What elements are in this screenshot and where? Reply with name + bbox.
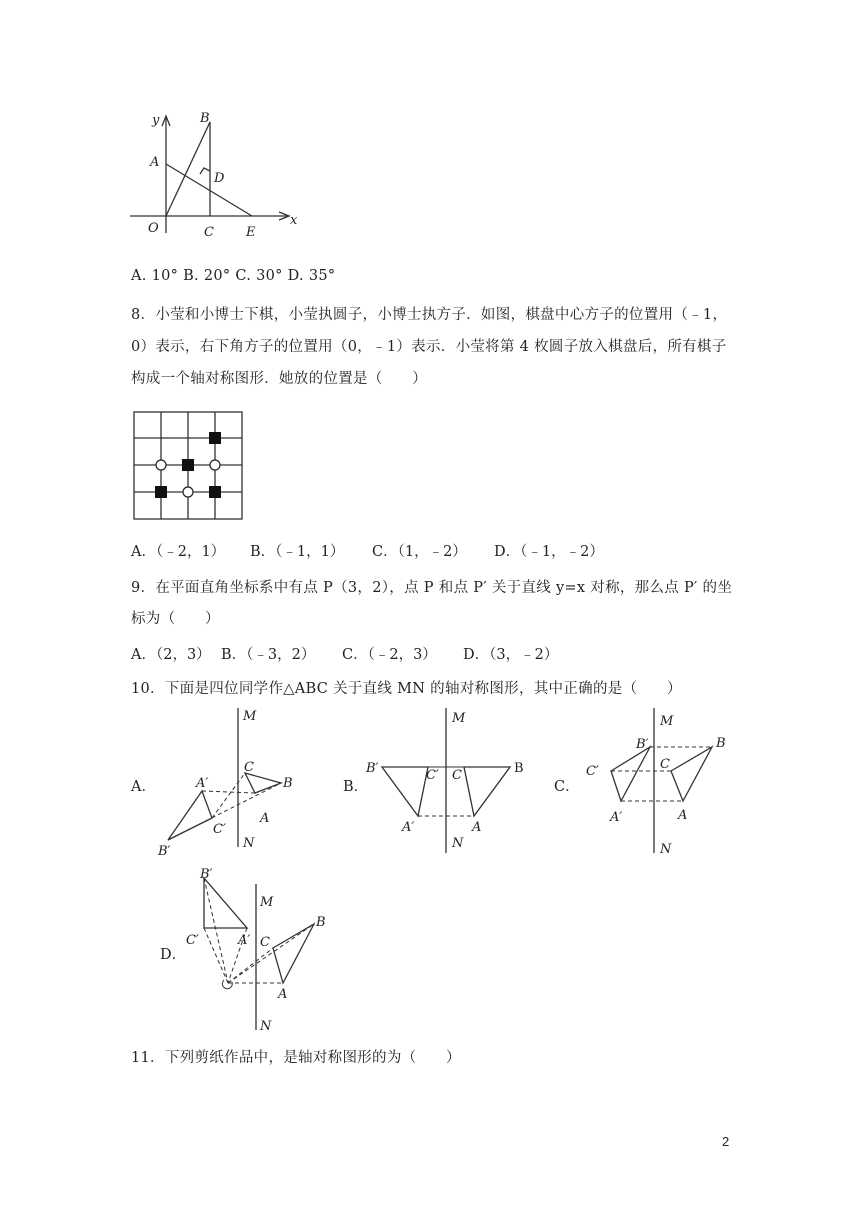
square-piece: [182, 459, 194, 471]
label-C: C: [204, 225, 214, 240]
label-D: D: [214, 171, 225, 186]
page-number: 2: [722, 1134, 730, 1149]
label-Bp: B′: [636, 737, 649, 752]
label-A: A: [472, 820, 482, 835]
label-A: A: [150, 155, 160, 170]
label-B-upright: B: [514, 761, 524, 776]
q10-option-b-label: B．: [343, 779, 369, 795]
label-Cp: C′: [426, 768, 439, 783]
q8-option-c: C．（1，﹣2）: [372, 544, 467, 560]
label-B: B: [283, 776, 293, 791]
q10-option-d-label: D．: [160, 947, 187, 963]
label-N: N: [660, 842, 672, 857]
label-Cp: C′: [586, 764, 599, 779]
label-Bp: B′: [366, 761, 379, 776]
figure-q10-b: [362, 705, 532, 860]
square-piece: [209, 486, 221, 498]
label-A: A: [278, 987, 288, 1002]
q10-option-a-label: A．: [131, 779, 156, 795]
label-Bp: B′: [200, 867, 213, 882]
square-piece: [155, 486, 167, 498]
label-N: N: [243, 836, 255, 851]
label-C: C: [452, 768, 462, 783]
figure-q10-c: [576, 705, 746, 860]
label-M: M: [452, 711, 466, 726]
q9-option-b: B．（﹣3，2）: [221, 647, 316, 663]
label-E: E: [246, 225, 256, 240]
label-M: M: [660, 714, 674, 729]
label-N: N: [260, 1019, 272, 1034]
figure-q10-a: [150, 705, 320, 860]
q9-line1: 9．在平面直角坐标系中有点 P（3，2），点 P 和点 P′ 关于直线 y=x 对称，那么点 P′ 的坐: [131, 580, 733, 596]
label-C: C: [260, 935, 270, 950]
label-x: x: [290, 213, 298, 228]
label-C: C: [660, 757, 670, 772]
square-piece: [209, 432, 221, 444]
label-Cp: C′: [213, 822, 226, 837]
label-Bp: B′: [158, 844, 171, 859]
label-M: M: [243, 709, 257, 724]
label-Ap: A′: [196, 776, 209, 791]
go-board-figure: [133, 411, 245, 521]
label-B: B: [716, 736, 726, 751]
label-Ap: A′: [238, 933, 251, 948]
q8-option-a: A．（﹣2，1）: [131, 544, 226, 560]
figure-q7-coordinate: [128, 108, 308, 243]
label-C: C: [244, 760, 254, 775]
label-B: B: [316, 915, 326, 930]
q7-options: A. 10° B. 20° C. 30° D. 35°: [131, 268, 336, 284]
q9-option-a: A．（2，3）: [131, 647, 211, 663]
q8-line1: 8．小莹和小博士下棋，小莹执圆子，小博士执方子．如图，棋盘中心方子的位置用（﹣1，: [131, 307, 728, 323]
label-Ap: A′: [402, 820, 415, 835]
q9-option-d: D．（3，﹣2）: [463, 647, 559, 663]
q8-line3: 构成一个轴对称图形．她放的位置是（ ）: [131, 371, 427, 387]
round-piece: [156, 460, 166, 470]
label-M: M: [260, 895, 274, 910]
label-A: A: [678, 808, 688, 823]
q8-option-d: D．（﹣1，﹣2）: [494, 544, 604, 560]
label-Ap: A′: [610, 810, 623, 825]
q8-option-b: B．（﹣1，1）: [250, 544, 345, 560]
label-N: N: [452, 836, 464, 851]
q10-line1: 10．下面是四位同学作△ABC 关于直线 MN 的轴对称图形，其中正确的是（ ）: [131, 681, 682, 697]
label-y: y: [152, 113, 160, 128]
figure-q10-d: [180, 862, 340, 1037]
round-piece: [210, 460, 220, 470]
q11-line1: 11．下列剪纸作品中，是轴对称图形的为（ ）: [131, 1050, 461, 1066]
label-O: O: [148, 221, 159, 236]
label-B: B: [200, 111, 210, 126]
round-piece: [183, 487, 193, 497]
label-A: A: [260, 811, 270, 826]
q10-option-c-label: C．: [554, 779, 580, 795]
label-Cp: C′: [186, 933, 199, 948]
q8-line2: 0）表示，右下角方子的位置用（0，﹣1）表示．小莹将第 4 枚圆子放入棋盘后，所有棋子: [131, 339, 727, 355]
q9-line2: 标为（ ）: [131, 611, 220, 627]
q9-option-c: C．（﹣2，3）: [342, 647, 437, 663]
